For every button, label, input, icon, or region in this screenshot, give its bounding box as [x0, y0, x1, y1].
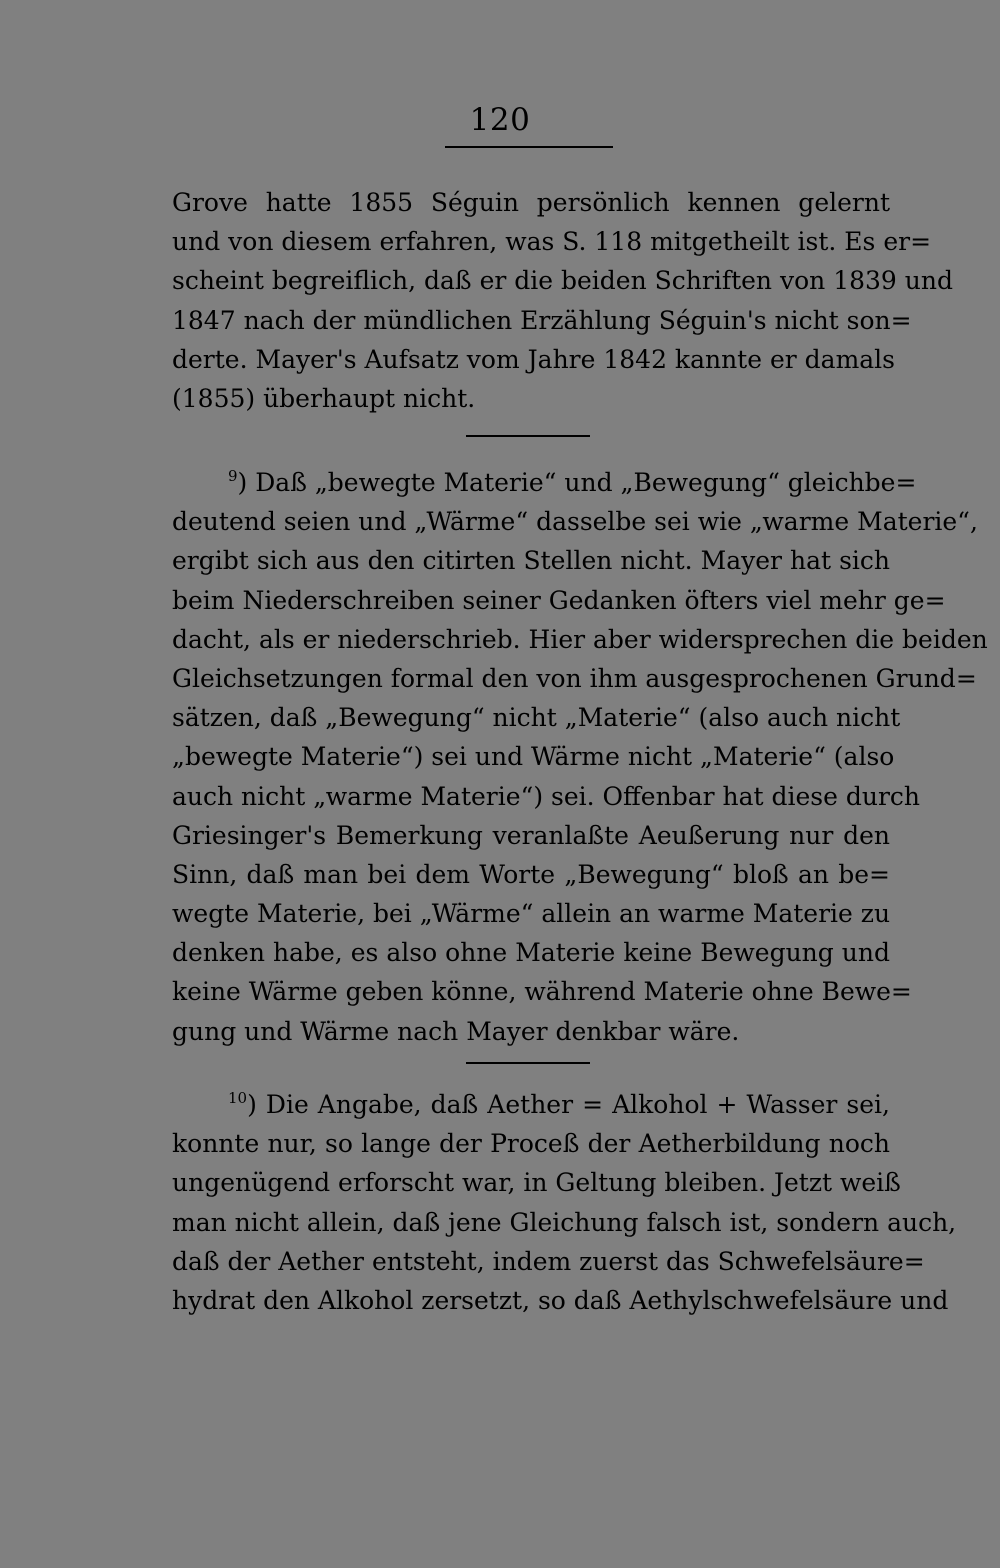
text-line: „bewegte Materie“) sei und Wärme nicht „Materie“ (also	[172, 742, 895, 772]
text-line: hydrat den Alkohol zersetzt, so daß Aethylschwefelsäure und	[172, 1285, 949, 1315]
paragraph-grove-seguin	[172, 183, 953, 418]
section-separator-rule	[466, 435, 590, 437]
page-number: 120	[469, 102, 531, 138]
text-line: konnte nur, so lange der Proceß der Aetherbildung noch	[172, 1129, 890, 1159]
text-line: und von diesem erfahren, was S. 118 mitgetheilt ist. Es er=	[172, 227, 932, 257]
footnote-10	[172, 1085, 957, 1320]
text-line: daß der Aether entsteht, indem zuerst das Schwefelsäure=	[172, 1246, 925, 1276]
text-line: beim Niederschreiben seiner Gedanken öfters viel mehr ge=	[172, 585, 946, 615]
footnote-first-line-text: ) Daß „bewegte Materie“ und „Bewegung“ gleichbe=	[237, 468, 917, 497]
text-line: derte. Mayer's Aufsatz vom Jahre 1842 kannte er damals	[172, 344, 896, 374]
text-line: auch nicht „warme Materie“) sei. Offenbar hat diese durch	[172, 781, 921, 811]
text-line: Gleichsetzungen formal den von ihm ausgesprochenen Grund=	[172, 663, 977, 693]
text-line: Grove hatte 1855 Séguin persönlich kennen gelernt	[172, 188, 890, 217]
text-line: denken habe, es also ohne Materie keine Bewegung und	[172, 938, 890, 968]
text-line: Griesinger's Bemerkung veranlaßte Aeußerung nur den	[172, 820, 890, 850]
footnote-first-line-text: ) Die Angabe, daß Aether = Alkohol + Wasser sei,	[247, 1090, 890, 1119]
text-line: wegte Materie, bei „Wärme“ allein an warme Materie zu	[172, 899, 891, 929]
footnote-9	[172, 463, 988, 1051]
text-line: 1847 nach der mündlichen Erzählung Séguin's nicht son=	[172, 305, 912, 335]
text-line: keine Wärme geben könne, während Materie ohne Bewe=	[172, 977, 912, 1007]
text-line: ungenügend erforscht war, in Geltung bleiben. Jetzt weiß	[172, 1168, 901, 1198]
footnote-first-line	[172, 1085, 890, 1124]
text-line: Sinn, daß man bei dem Worte „Bewegung“ bloß an be=	[172, 859, 890, 889]
text-line: gung und Wärme nach Mayer denkbar wäre.	[172, 1016, 740, 1046]
text-line: sätzen, daß „Bewegung“ nicht „Materie“ (also auch nicht	[172, 703, 901, 733]
footnote-marker: 9	[228, 467, 238, 485]
section-separator-rule	[466, 1062, 590, 1064]
text-line: ergibt sich aus den citirten Stellen nicht. Mayer hat sich	[172, 546, 890, 576]
footnote-marker: 10	[228, 1089, 248, 1107]
text-line: dacht, als er niederschrieb. Hier aber widersprechen die beiden	[172, 624, 988, 654]
text-line: scheint begreiflich, daß er die beiden Schriften von 1839 und	[172, 266, 953, 296]
footnote-first-line	[172, 463, 917, 502]
text-line: deutend seien und „Wärme“ dasselbe sei wie „warme Materie“,	[172, 507, 978, 537]
text-line: man nicht allein, daß jene Gleichung falsch ist, sondern auch,	[172, 1207, 957, 1237]
text-line: (1855) überhaupt nicht.	[172, 383, 476, 413]
header-rule	[445, 146, 613, 148]
